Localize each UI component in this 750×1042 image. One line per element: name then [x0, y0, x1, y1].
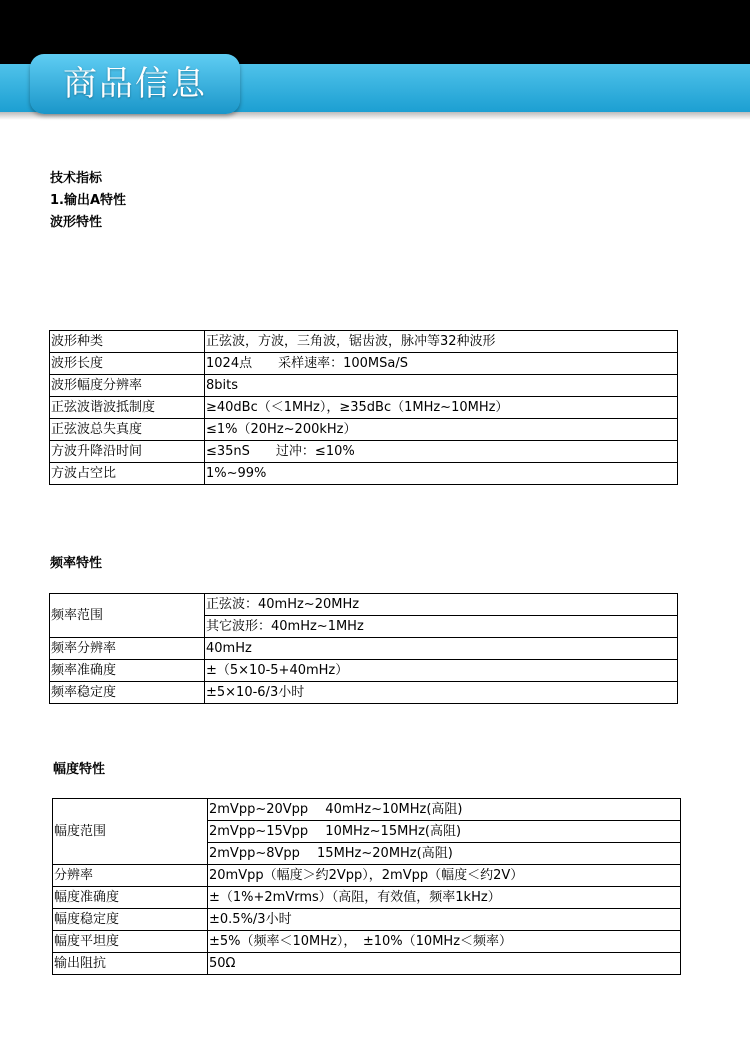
spec-label: 幅度稳定度 [53, 909, 208, 931]
header-banner [0, 0, 750, 120]
spec-label: 幅度平坦度 [53, 931, 208, 953]
table-row [53, 931, 681, 953]
spec-label: 频率准确度 [50, 660, 205, 682]
spec-value: ±5%（频率＜10MHz）， ±10%（10MHz＜频率） [208, 931, 681, 953]
heading-output-a: 1.输出A特性 [50, 193, 127, 208]
spec-label: 输出阻抗 [53, 953, 208, 975]
table-row [53, 887, 681, 909]
spec-label: 方波占空比 [50, 463, 205, 485]
spec-label: 波形长度 [50, 353, 205, 375]
heading-amplitude: 幅度特性 [53, 762, 106, 777]
spec-value: 20mVpp（幅度＞约2Vpp），2mVpp（幅度＜约2V） [208, 865, 681, 887]
table-row [53, 953, 681, 975]
spec-label: 频率范围 [50, 594, 205, 638]
spec-value: ±（5×10-5+40mHz） [205, 660, 678, 682]
spec-value: ≤1%（20Hz~200kHz） [205, 419, 678, 441]
spec-label: 频率稳定度 [50, 682, 205, 704]
spec-value: ≤35nS 过冲：≤10% [205, 441, 678, 463]
heading-waveform: 波形特性 [50, 215, 103, 230]
table-row [53, 865, 681, 887]
spec-value: 40mHz [205, 638, 678, 660]
spec-value: 1%~99% [205, 463, 678, 485]
spec-value: 50Ω [208, 953, 681, 975]
table-row [50, 353, 678, 375]
spec-value: ≥40dBc（＜1MHz），≥35dBc（1MHz~10MHz） [205, 397, 678, 419]
spec-label: 方波升降沿时间 [50, 441, 205, 463]
spec-label: 频率分辨率 [50, 638, 205, 660]
amplitude-spec-table [52, 798, 681, 975]
table-row [50, 331, 678, 353]
table-row [50, 441, 678, 463]
spec-value: 8bits [205, 375, 678, 397]
table-row [50, 638, 678, 660]
heading-tech-specs: 技术指标 [50, 171, 103, 186]
spec-label: 波形种类 [50, 331, 205, 353]
spec-value: 2mVpp~8Vpp 15MHz~20MHz(高阻) [208, 843, 681, 865]
spec-value: 1024点 采样速率：100MSa/S [205, 353, 678, 375]
table-row [53, 799, 681, 821]
spec-label: 正弦波总失真度 [50, 419, 205, 441]
banner-tab [30, 54, 240, 114]
spec-value: 正弦波：40mHz~20MHz [205, 594, 678, 616]
table-row [50, 375, 678, 397]
spec-value: ±（1%+2mVrms）（高阻，有效值，频率1kHz） [208, 887, 681, 909]
spec-value: 2mVpp~15Vpp 10MHz~15MHz(高阻) [208, 821, 681, 843]
spec-value: 其它波形：40mHz~1MHz [205, 616, 678, 638]
table-row [50, 682, 678, 704]
table-row [50, 397, 678, 419]
table-row [50, 594, 678, 616]
waveform-spec-table [49, 330, 678, 485]
spec-label: 幅度范围 [53, 799, 208, 865]
spec-label: 波形幅度分辨率 [50, 375, 205, 397]
spec-value: 正弦波，方波，三角波，锯齿波，脉冲等32种波形 [205, 331, 678, 353]
spec-label: 幅度准确度 [53, 887, 208, 909]
table-row [50, 463, 678, 485]
frequency-spec-table [49, 593, 678, 704]
heading-frequency: 频率特性 [50, 556, 103, 571]
table-row [53, 909, 681, 931]
spec-value: ±5×10-6/3小时 [205, 682, 678, 704]
table-row [50, 419, 678, 441]
banner-title: 商品信息 [63, 64, 207, 104]
spec-label: 正弦波谐波抵制度 [50, 397, 205, 419]
spec-value: ±0.5%/3小时 [208, 909, 681, 931]
spec-label: 分辨率 [53, 865, 208, 887]
table-row [50, 660, 678, 682]
spec-value: 2mVpp~20Vpp 40mHz~10MHz(高阻) [208, 799, 681, 821]
